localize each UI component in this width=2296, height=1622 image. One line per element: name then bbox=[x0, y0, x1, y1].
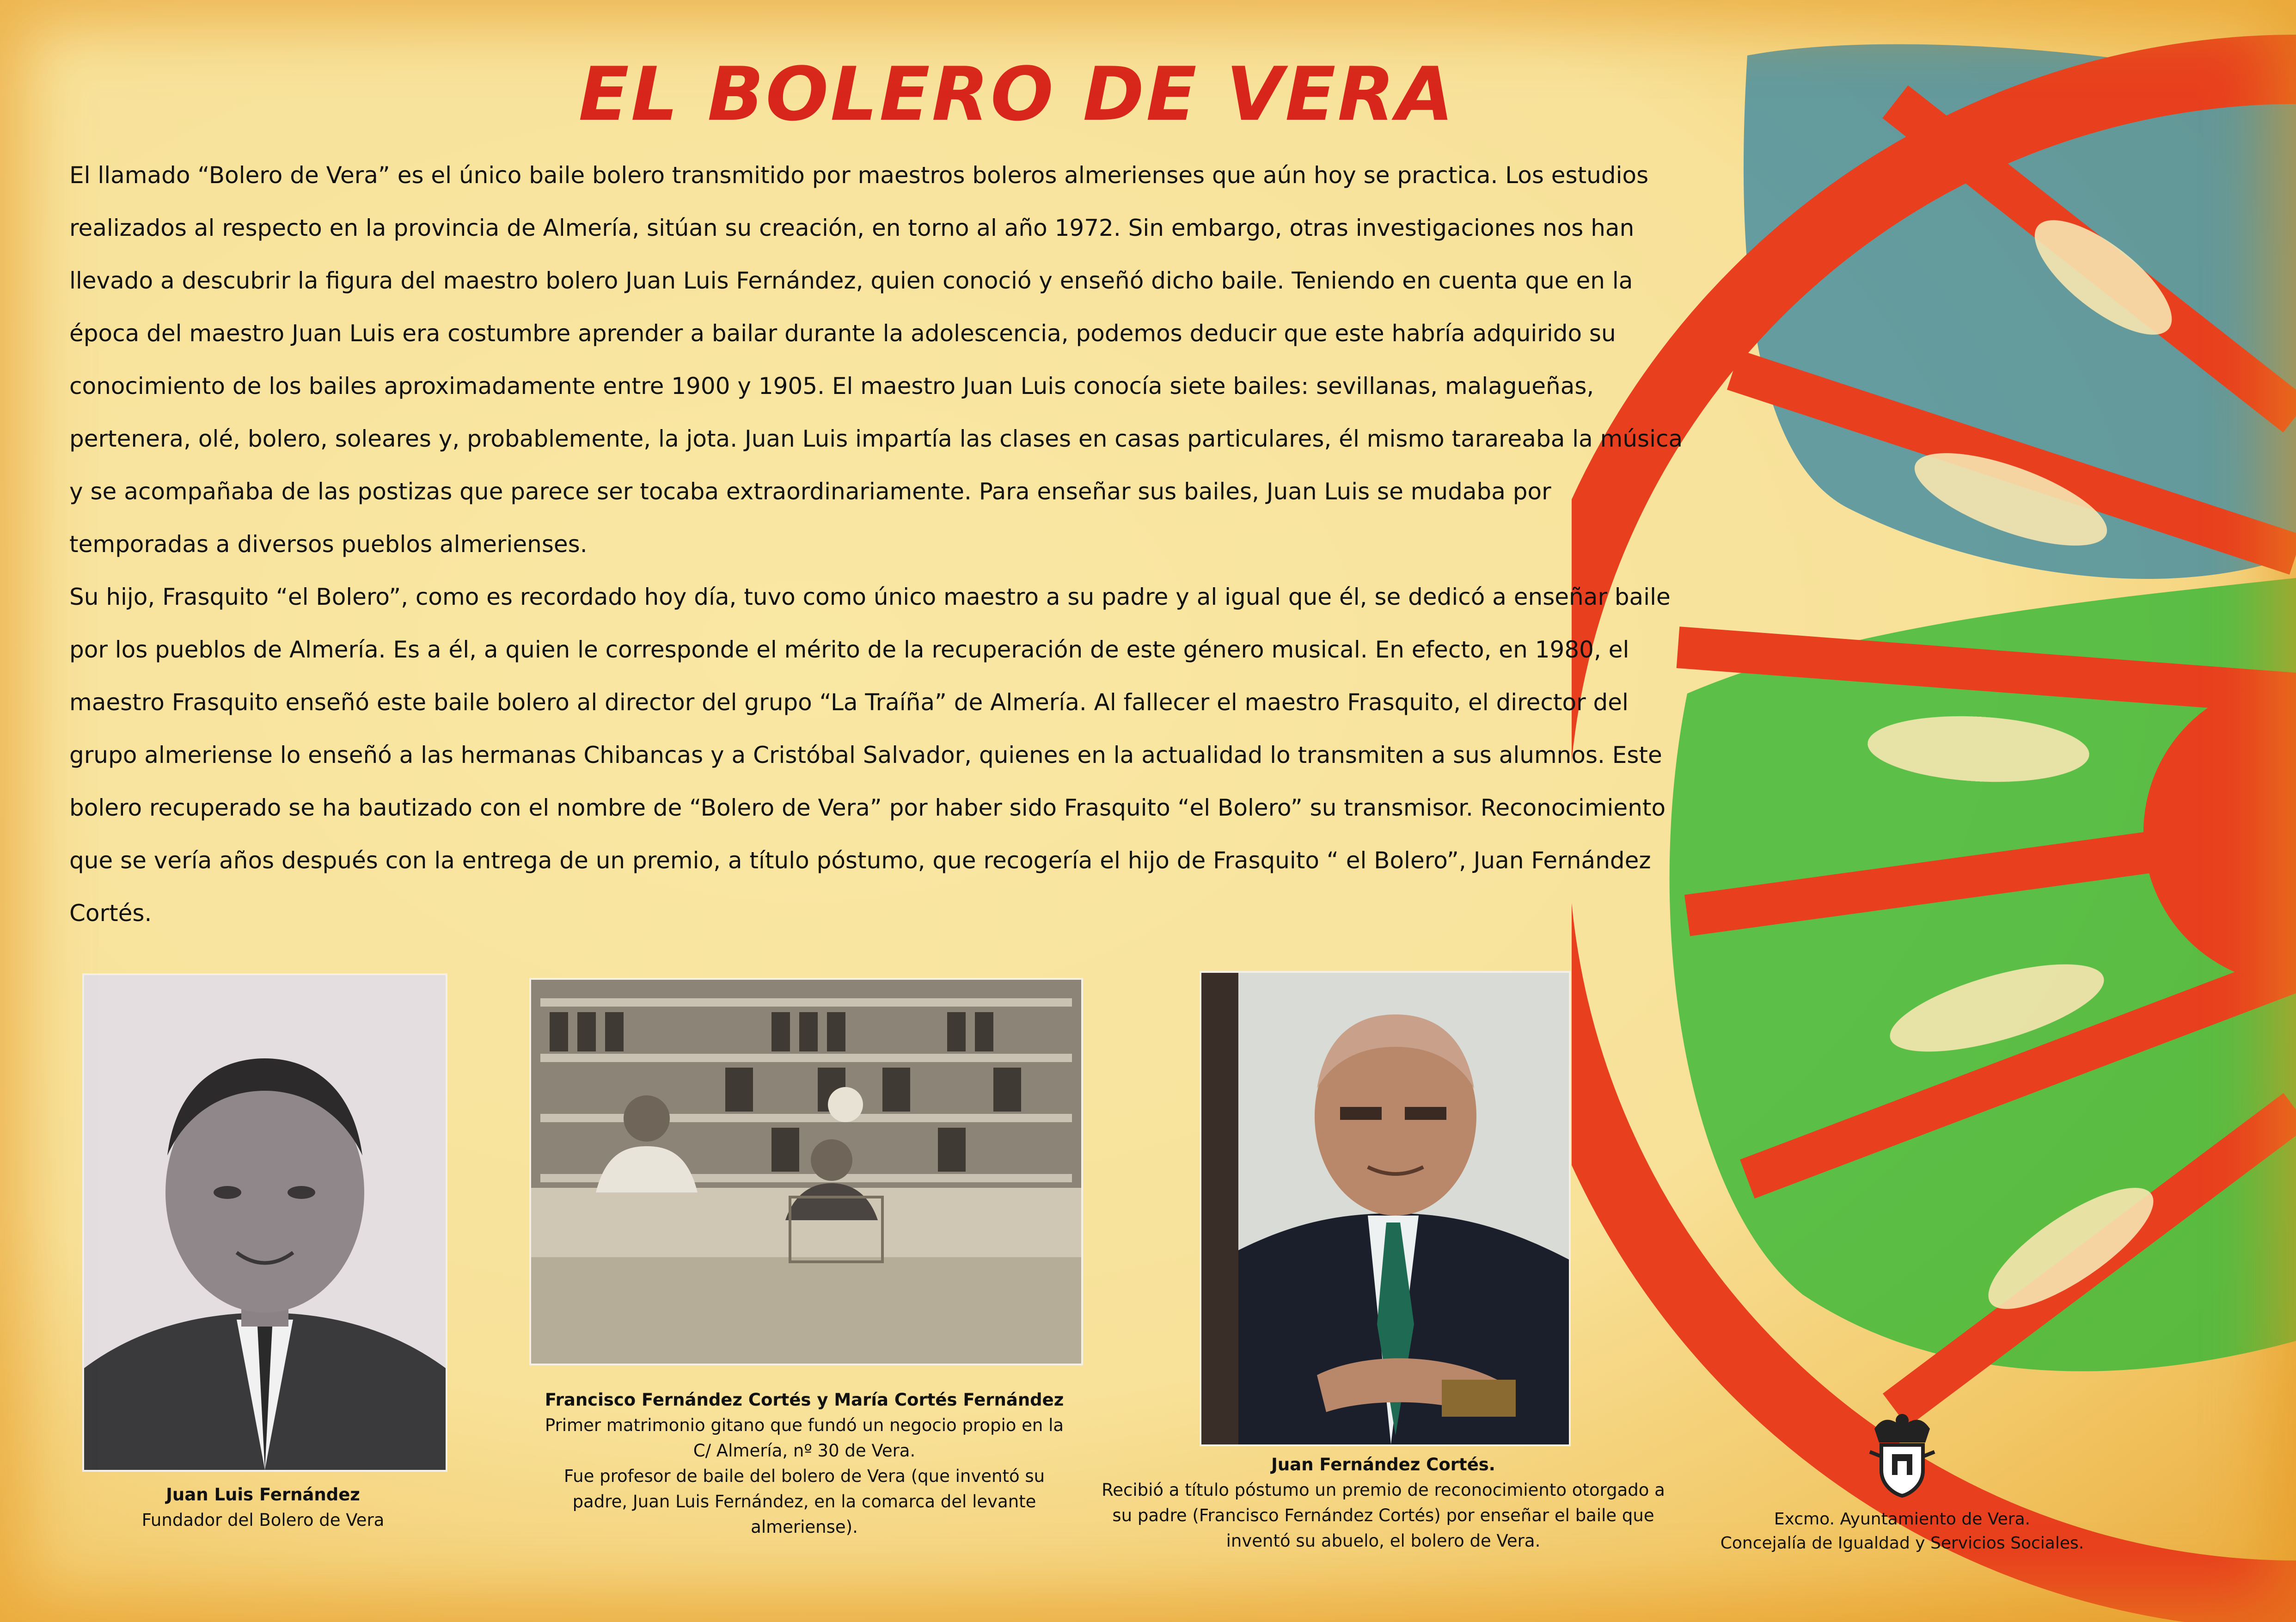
page-title: EL BOLERO DE VERA bbox=[578, 51, 1456, 137]
award-photo-juan-fernandez bbox=[1200, 971, 1571, 1446]
caption-photo-2 bbox=[518, 1387, 1091, 1540]
caption-2-line-4: padre, Juan Luis Fernández, en la comarca del levante bbox=[572, 1492, 1036, 1511]
caption-photo-1 bbox=[82, 1482, 444, 1533]
caption-3-line-3: inventó su abuelo, el bolero de Vera. bbox=[1226, 1531, 1541, 1551]
caption-2-name: Francisco Fernández Cortés y María Cortés Fernández bbox=[545, 1390, 1064, 1410]
caption-3-line-2: su padre (Francisco Fernández Cortés) por enseñar el baile que bbox=[1112, 1505, 1654, 1525]
caption-1-name: Juan Luis Fernández bbox=[166, 1485, 360, 1505]
council-line-2: Concejalía de Igualdad y Servicios Sociales. bbox=[1720, 1534, 2084, 1553]
shop-photo-couple bbox=[529, 978, 1083, 1365]
portrait-photo-juan-luis bbox=[82, 973, 447, 1472]
council-line-1: Excmo. Ayuntamiento de Vera. bbox=[1774, 1510, 2031, 1529]
council-credit bbox=[1710, 1507, 2094, 1555]
main-text bbox=[69, 149, 1687, 940]
caption-2-line-2: C/ Almería, nº 30 de Vera. bbox=[693, 1441, 916, 1461]
caption-3-name: Juan Fernández Cortés. bbox=[1271, 1455, 1495, 1475]
caption-photo-3 bbox=[1096, 1452, 1671, 1554]
caption-3-line-1: Recibió a título póstumo un premio de reconocimiento otorgado a bbox=[1102, 1480, 1665, 1500]
paragraph-1: El llamado “Bolero de Vera” es el único baile bolero transmitido por maestros boleros almerienses que aún hoy se practica. Los estudios realizados al respecto en la provincia de Almería, sitúan su creación, en torno al año 1972. Sin embargo, otras investigaciones nos han llevado a descubrir la figura del maestro bolero Juan Luis Fernández, quien conoció y enseñó dicho baile. Teniendo en cuenta que en la época del maestro Juan Luis era costumbre aprender a bailar durante la adolescencia, podemos deducir que este habría adquirido su conocimiento de los bailes aproximadamente entre 1900 y 1905. El maestro Juan Luis conocía siete bailes: sevillanas, malagueñas, pertenera, olé, bolero, soleares y, probablemente, la jota. Juan Luis impartía las clases en casas particulares, él mismo tarareaba la música y se acompañaba de las postizas que parece ser tocaba extraordinariamente. Para enseñar sus bailes, Juan Luis se mudaba por temporadas a diversos pueblos almerienses. bbox=[69, 162, 1683, 558]
caption-2-line-3: Fue profesor de baile del bolero de Vera (que inventó su bbox=[563, 1466, 1045, 1486]
coat-of-arms-icon bbox=[1865, 1410, 1939, 1498]
paragraph-2: Su hijo, Frasquito “el Bolero”, como es recordado hoy día, tuvo como único maestro a su padre y al igual que él, se dedicó a enseñar baile por los pueblos de Almería. Es a él, a quien le corresponde el mérito de la recuperación de este género musical. En efecto, en 1980, el maestro Frasquito enseñó este baile bolero al director del grupo “La Traíña” de Almería. Al fallecer el maestro Frasquito, el director del grupo almeriense lo enseñó a las hermanas Chibancas y a Cristóbal Salvador, quienes en la actualidad lo transmiten a sus alumnos. Este bolero recuperado se ha bautizado con el nombre de “Bolero de Vera” por haber sido Frasquito “el Bolero” su transmisor. Reconocimiento que se vería años después con la entrega de un premio, a título póstumo, que recogería el hijo de Frasquito “ el Bolero”, Juan Fernández Cortés. bbox=[69, 584, 1671, 927]
caption-2-line-5: almeriense). bbox=[751, 1517, 858, 1537]
caption-1-line-1: Fundador del Bolero de Vera bbox=[141, 1510, 385, 1530]
caption-2-line-1: Primer matrimonio gitano que fundó un negocio propio en la bbox=[545, 1415, 1064, 1435]
